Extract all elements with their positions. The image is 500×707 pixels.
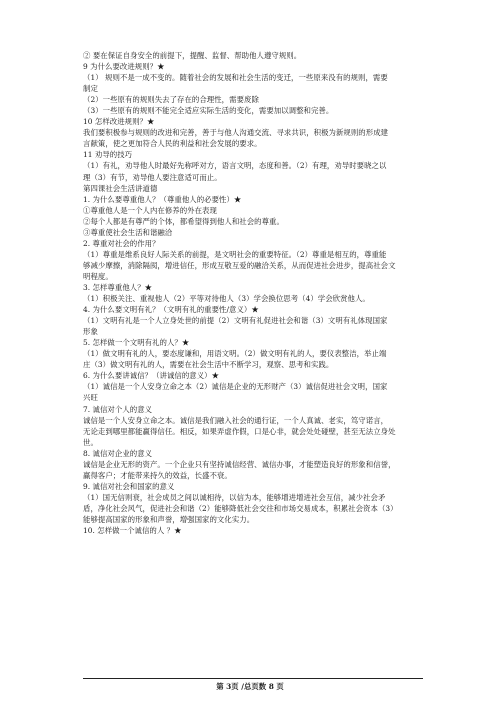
document-body: [83, 50, 423, 536]
text-line: 2. 尊重对社会的作用？: [83, 238, 160, 248]
text-line: （1）文明有礼是一个人立身处世的前提（2）文明有礼促进社会和谐（3）文明有礼体现国家: [83, 316, 388, 326]
text-line: 4. 为什么要文明有礼？（文明有礼的重要性/意义）★: [83, 305, 259, 315]
text-line: 6. 为什么要讲诚信？（讲诚信的意义）★: [83, 371, 220, 381]
text-line: 10. 怎样做一个诚信的人 ？★: [83, 526, 182, 536]
text-line: （3）一些原有的规则不能完全适应实际生活的变化，需要加以调整和完善。: [83, 106, 334, 116]
text-line: 1. 为什么要尊重他人？（尊重他人的必要性）★: [83, 194, 242, 204]
text-line: 7. 诚信对个人的意义: [83, 404, 153, 414]
text-line: 诚信是一个人安身立命之本。诚信是我们融入社会的通行证，一个人真诚、老实，笃守诺言，: [83, 415, 389, 425]
text-line: ②每个人都是有尊严的个体，都希望得到他人和社会的尊重。: [83, 216, 284, 226]
text-line: 够减少摩擦，消除隔阂，增进信任，形成互敬互爱的融洽关系，从而促进社会进步，提高社会文: [83, 260, 396, 270]
text-line: 庄（3）做文明有礼的人，需要在社会生活中不断学习，观察、思考和实践。: [83, 360, 334, 370]
text-line: ①尊重他人是一个人内在修养的外在表现: [83, 205, 217, 215]
text-line: 明程度。: [83, 271, 113, 281]
text-line: 9. 诚信对社会和国家的意义: [83, 481, 175, 491]
text-line: 言献策，使之更加符合人民的利益和社会发展的要求。: [83, 139, 262, 149]
text-line: 盾，净化社会风气，促进社会和谐（2）能够降低社会交往和市场交易成本，积累社会资本（3）: [83, 503, 398, 513]
page-footer: 第 3页 /总页数 8 页: [216, 682, 284, 691]
text-line: 3. 怎样尊重他人？★: [83, 282, 153, 292]
text-line: 11 劝导的技巧: [83, 150, 133, 160]
text-line: 10 怎样改进规则？★: [83, 117, 155, 127]
text-line: （1）尊重是维系良好人际关系的前提，是文明社会的重要特征。（2）尊重是相互的，尊重能: [83, 249, 387, 259]
text-line: ③尊重使社会生活和谐融洽: [83, 227, 173, 237]
footer-divider: [83, 678, 423, 679]
text-line: （2）一些原有的规则失去了存在的合理性，需要废除: [83, 95, 259, 105]
text-line: （1）积极关注、重视他人（2）平等对待他人（3）学会换位思考（4）学会欣赏他人。: [83, 294, 370, 304]
text-line: 制定: [83, 84, 98, 94]
text-line: 赢得客户；才能带来持久的效益，长盛不衰。: [83, 470, 232, 480]
text-line: ② 要在保证自身安全的前提下，提醒、监督、帮助他人遵守规则。: [83, 51, 302, 60]
text-line: （1）做文明有礼的人，要态度谦和，用语文明。（2）做文明有礼的人，要仪表整洁，举止端: [83, 349, 387, 359]
text-line: 形象: [83, 327, 98, 337]
text-line: 第四课社会生活讲道德: [83, 183, 158, 193]
text-line: 能够提高国家的形象和声誉，增强国家的文化实力。: [83, 514, 255, 524]
text-line: 理（3）有节，劝导他人要注意适可而止。: [83, 172, 222, 182]
text-line: （1） 规则不是一成不变的。随着社会的发展和社会生活的变迁，一些原来没有的规则，需要: [83, 73, 388, 83]
text-line: 诚信是企业无形的资产。一个企业只有坚持诚信经营、诚信办事，才能塑造良好的形象和信誉，: [83, 459, 396, 469]
text-line: 8. 诚信对企业的意义: [83, 448, 153, 458]
text-line: 世。: [83, 437, 98, 447]
text-line: 无论走到哪里都能赢得信任。相反，如果弄虚作假，口是心非，就会处处碰壁，甚至无法立身处: [83, 426, 396, 436]
text-line: 9 为什么要改进规则？★: [83, 62, 165, 72]
text-line: 我们要积极参与规则的改进和完善，善于与他人沟通交流、寻求共识，积极为新规则的形成建: [83, 128, 389, 138]
text-line: 5. 怎样做一个文明有礼的人？★: [83, 338, 190, 348]
text-line: （1）诚信是一个人安身立命之本（2）诚信是企业的无形财产（3）诚信促进社会文明，国家: [83, 382, 388, 392]
text-line: 兴旺: [83, 393, 98, 403]
text-line: （1）有礼，劝导他人时最好先称呼对方，语言文明，态度和善。（2）有理，劝导时要晓之以: [83, 161, 387, 171]
text-line: （1）国无信则衰，社会成员之间以诚相待，以信为本，能够增进增进社会互信，减少社会矛: [83, 492, 386, 502]
